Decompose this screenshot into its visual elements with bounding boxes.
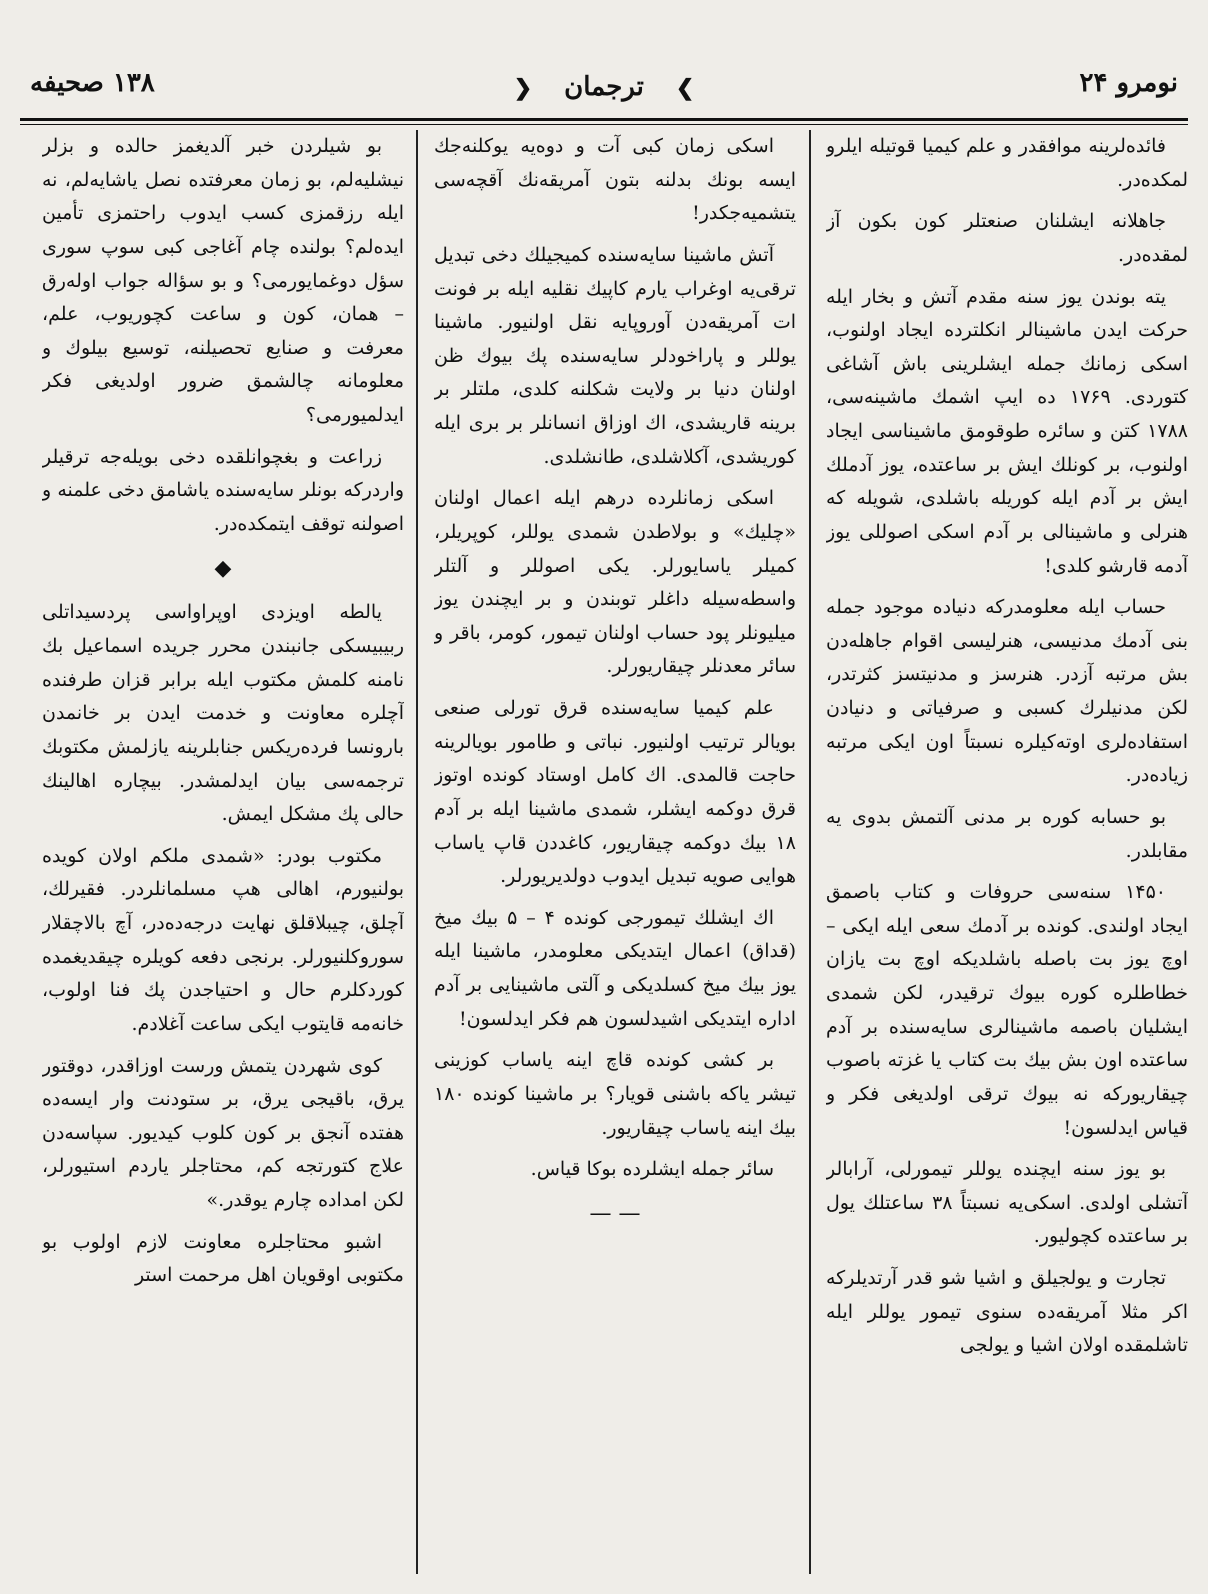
title-ornament-left: ❮	[513, 75, 533, 101]
column-middle	[434, 130, 796, 1574]
paragraph: اشبو محتاجلره معاونت لازم اولوب بو مکتوبی اوقویان اهل مرحمت استر	[42, 1230, 404, 1287]
column-left	[42, 130, 404, 1574]
paragraph: مکتوب بودر: «شمدی ملکم اولان کویده بولنیورم، اهالی هپ مسلمانلردر. فقیرلك، آچلق، چیبلاقلق نهایت درجه‌ده‌در، آچ بالاچقلار سوروکلنیورلر. برنجی دفعه کویلره چیقدیغمده کوردکلرم حال و احتیا‌جدن پك فنا اولوب، خانه‌مه قایتوب ایکی ساعت آغلادم.	[42, 844, 404, 1035]
paragraph: کوی شهردن یتمش ورست اوزاقدر، دوقتور یرق، باقیجی یرق، بر ستودنت وار ایسه‌ده هفتده آنجق بر کون کلوب کیدیور. سپاسه‌دن علاج کتورتجه کم، محتاجلر یاردم استیورلر، لکن امداده چارم یوقدر.»	[42, 1054, 404, 1212]
paragraph: یته بوندن یوز سنه مقدم آتش و بخار ایله حرکت ایدن ماشینالر انکلترده ایجاد اولنوب، اسکی زمانك جمله ایشلرینی باش آشاغی کتوردی. ۱۷۶۹ ده ایپ اشمك ما‌شینه‌سی، ۱۷۸۸ کتن و سائره طوقومق ماشینا‌سی ایجاد اولنوب، بر کونلك ایش بر ساعتده، یوز آدملك ایش بر آدم ایله کوریله باشلدی، شویله که هنرلی و ماشینالی بر آدم اسکی اصوللی یوز آدمه قارشو کلدی!	[826, 285, 1188, 577]
paragraph: بر کشی کونده قاچ اینه یاساب کوزینی تیشر یاکه باشنی قویار؟ بر ماشینا کونده ۱۸۰ بیك اینه یاساب چیقاریور.	[434, 1049, 796, 1139]
paragraph: جاهلانه ایشلنان صنعتلر کون بکون آز لمقده‌در.	[826, 210, 1188, 266]
column-right	[826, 130, 1188, 1574]
title-ornament-right: ❯	[675, 75, 695, 101]
paragraph: اسکی زمانلرده درهم ایله اعمال اولنان «چلیك» و بولاطدن شمدی یوللر، کوپریلر، کمیلر یاسایورلر. یکی اصوللر و آلتلر واسطه‌سیله داغلر توبندن و بر ایچندن یوز میلیونلر پود حساب اولنان تیمور، کومر، باقر و سائر معدنلر چیقا‌ریورلر.	[434, 487, 796, 678]
paragraph: ۱۴۵۰ سنه‌سی حروفات و کتاب باصمق ایجاد اولندی. کونده بر آدمك سعی ایله ایکی – اوچ یوز بت باصله باشلدیکه اوچ بت یازان خطاطلره کوره بیوك ترقیدر، لکن شمدی ایشلیان باصمه ماشینالری سا‌یه‌سنده بر آدم ساعتده اون بش بیك بت کتاب یا غزته باصوب چیقاریورکه نه بیوك ترقی اولدیغی فکر و قیاس ایدلسون!	[826, 881, 1188, 1139]
end-mark: — —	[589, 1200, 641, 1226]
issue-number: نومرو ۲۴	[1079, 68, 1178, 98]
paragraph: بو یوز سنه ایچنده یوللر تیمورلی، آرابالر آتشلی اولدی. اسکی‌یه نسبتاً ۳۸ ساعتلك یول بر ساعتده کچولیور.	[826, 1158, 1188, 1248]
paragraph: بو حسابه کوره بر مدنی آلتمش بدوی یه مقابلدر.	[826, 805, 1188, 862]
column-rule	[416, 130, 418, 1574]
paragraph: زراعت و بغچوانلقده دخی بویله‌جه ترقیلر واردرکه بونلر سایه‌سنده یاشامق دخی علمنه و اصولنه توقف ایتمکده‌در.	[42, 445, 404, 535]
paragraph: سائر جمله ایشلرده بوکا قیاس.	[530, 1158, 774, 1181]
paragraph: اك ایشلك تیمورجی کونده ۴ – ۵ بیك میخ (قداق) اعمال ایتدیکی معلومدر، ماشینا ایله یوز بیك میخ کسلدیکی و آلتی ماشینایی بر آدم اداره ایتدیکی اشیدلسون هم فکر ایدلسون!	[434, 906, 796, 1030]
columns	[20, 130, 1188, 1574]
paragraph: فائده‌لرینه موافقدر و علم کیمیا قوتیله ایلرو لمکده‌در.	[826, 135, 1188, 191]
paragraph: بو شیلردن خبر آلدیغمز حالده و بزلر نیشلیه‌لم، بو زمان معرفتده نصل یاشایه‌لم، نه ایله رزقمزی کسب ایدوب راحتمزی تأمین ایده‌لم؟ بولنده چام آغاجی کبی سوپ سوری سؤل دوغمایورمی؟ و بو سؤاله جواب اوله‌رق – همان، کون و ساعت کچوریوب، علم، معرفت و صنایع تحصیلنه، توسیع بیلوك و معلومانه چالشمق ضرور اولدیغی فکر ایدلمیورمی؟	[42, 135, 404, 426]
masthead	[20, 58, 1188, 118]
paragraph: حساب ایله معلومدرکه دنیاده موجود جمله بنی آدمك مدنیسی، هنرلیسی اقوام جاهله‌دن بش مرتبه آزدر. هنرسز و مد‌نیتسز کثرتدر، لکن مدنیلرك کسبی و صرفیاتی و دنیادن استفاده‌لری اوته‌کیلره نسبتاً اون ایکی مرتبه زیاده‌در.	[826, 596, 1188, 787]
header-rule	[20, 118, 1188, 125]
paragraph: تجارت و یولجیلق و اشیا شو قدر آرتدیلرکه اکر مثلا آمریقه‌ده سنوی تیمور یوللر ایله تاشلمقده اولان اشیا و یولجی	[826, 1267, 1188, 1357]
paragraph: آتش ماشینا سایه‌سنده کمیجیلك دخی تبدیل ترقی‌یه اوغراب یارم کاپیك نقلیه ایله بر فونت ات آمریقه‌دن آوروپایه نقل اولنیور. ماشینا یوللر و پاراخودلر سایه‌سنده پك بیوك ظن اولنان دنیا بر ولایت شکلنه کلدی، ملتلر بر برینه قاریشدی، اك اوزاق انسانلر بر بری ایله کوریشدی، آکلاشلدی، طانشلدی.	[434, 243, 796, 468]
paragraph: علم کیمیا سایه‌سنده قرق تورلی صنعی بویالر ترتیب اولنیور. نباتی و طامور بویا‌لرینه حاجت قالمدی. اك کامل اوستاد کونده اوتوز قرق دوکمه ایشلر، شمدی ماشینا ایله بر آدم ۱۸ بیك دوکمه چیقا‌ریور، کاغددن قاپ یاساب هوایی صویه تبدیل ایدوب دولدیریورلر.	[434, 697, 796, 888]
divider-diamond-icon: ◆	[214, 555, 232, 581]
title-text: ترجمان	[564, 72, 644, 102]
newspaper-title	[20, 72, 1188, 102]
paragraph: اسکی زمان کبی آت و دوه‌یه یوکلنه‌جك ایسه بونك بدلنه بتون آمریقه‌نك آقچه‌سی یتشمیه‌جکدر!	[434, 135, 796, 225]
column-rule	[809, 130, 811, 1574]
page-number: ۱۳۸ صحیفه	[30, 68, 155, 98]
paragraph: یالطه اویزدی اوپراواسی پردسیداتلی ربیبیسکی جانبندن محرر جریده اسماعیل بك نامنه کلمش مکتوب ایله برابر قزان طرفنده آچلره معاونت و خدمت ایدن بر خانمدن بارونسا فرده‌ریکس جنابلرینه یازلمش مکتوبك ترجمه‌سی بیان ایدلمشدر. بیچاره اهالینك حالی پك مشکل ایمش.	[42, 601, 404, 826]
section-divider	[42, 550, 404, 589]
